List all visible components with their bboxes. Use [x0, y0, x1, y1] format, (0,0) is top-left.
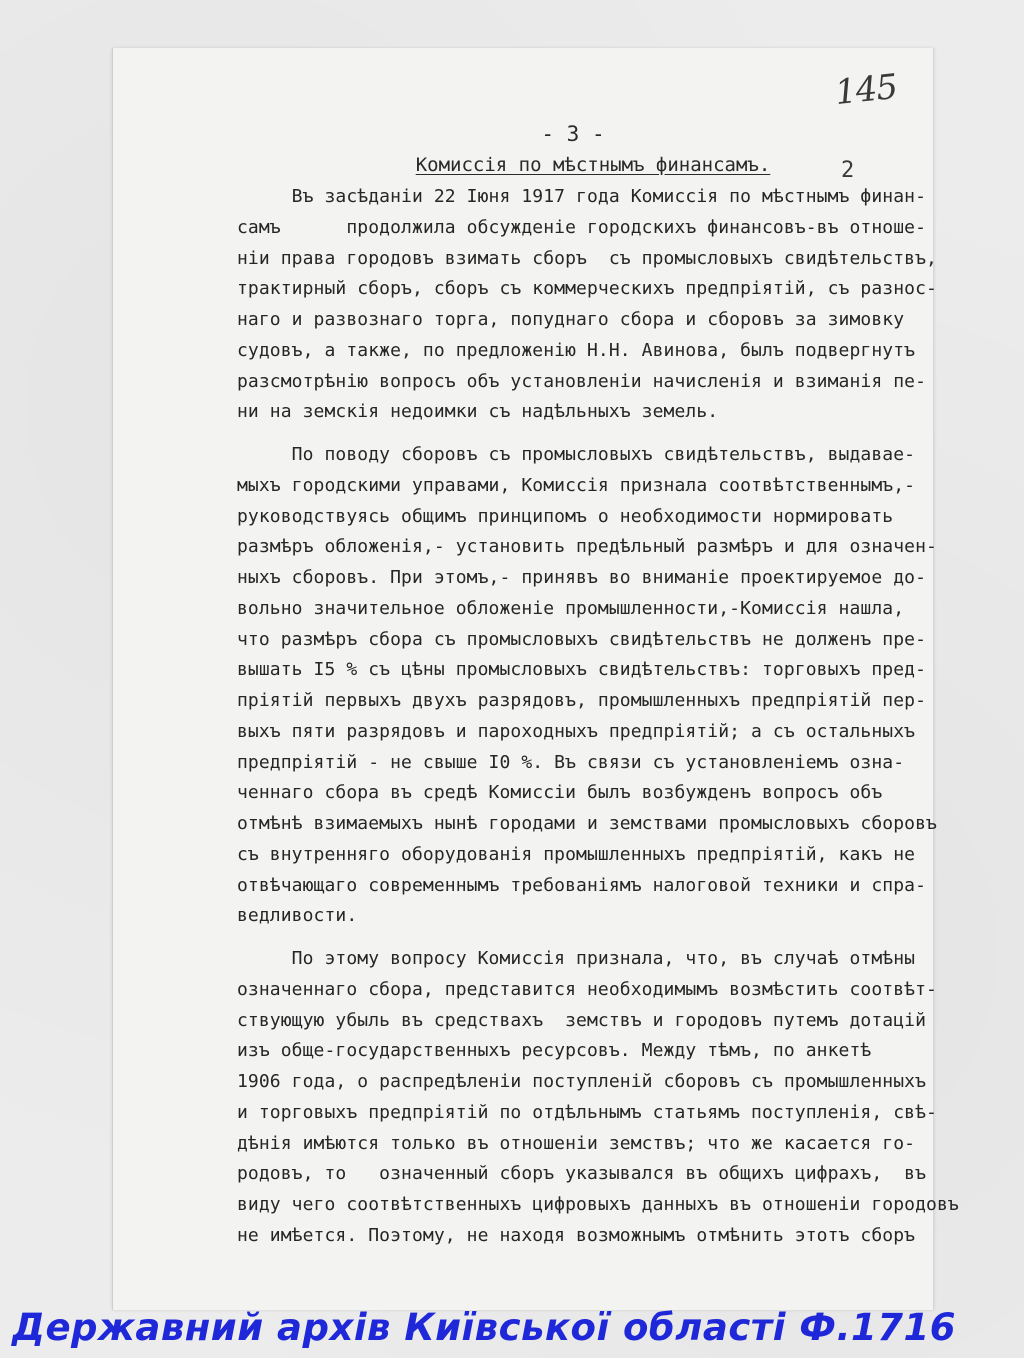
- text-line: виду чего соотвѣтственныхъ цифровыхъ данныхъ въ отношеніи городовъ: [237, 1194, 959, 1215]
- text-line: руководствуясь общимъ принципомъ о необходимости нормировать: [237, 505, 894, 527]
- heading-text: Комиссія по мѣстнымъ финансамъ.: [415, 154, 771, 176]
- paragraph-gap: [237, 428, 887, 440]
- page-number: - 3 -: [541, 122, 605, 146]
- text-line: ведливости.: [237, 905, 358, 927]
- text-line: трактирный сборъ, сборъ съ коммерческихъ предпріятій, съ разнос-: [237, 278, 937, 300]
- paragraph-1: [237, 182, 937, 428]
- document-sheet: [112, 48, 959, 1310]
- paragraph-2: [237, 440, 937, 932]
- text-line: По поводу сборовъ съ промысловыхъ свидѣтельствъ, выдавае-: [237, 444, 916, 465]
- text-line: разсмотрѣнію вопросъ объ установленіи начисленія и взиманія пе-: [237, 370, 927, 392]
- document-body: [237, 182, 959, 1252]
- text-line: предпріятій - не свыше I0 %. Въ связи съ установленіемъ озна-: [237, 751, 905, 773]
- paragraph-gap: [237, 932, 887, 944]
- text-line: выхъ пяти разрядовъ и пароходныхъ предпріятій; а съ остальныхъ: [237, 720, 916, 742]
- archive-stamp: Державний архів Київської області Ф.1716: [12, 1306, 957, 1349]
- margin-mark: 2: [841, 158, 855, 183]
- text-line: наго и развознаго торга, попуднаго сбора и сборовъ за зимовку: [237, 309, 905, 330]
- text-line: судовъ, а также, по предложенію Н.Н. Авинова, былъ подвергнутъ: [237, 339, 916, 361]
- text-line: Въ засѣданіи 22 Іюня 1917 года Комиссія по мѣстнымъ финан-: [237, 186, 927, 207]
- text-line: По этому вопросу Комиссія признала, что, въ случаѣ отмѣны: [237, 948, 916, 969]
- text-line: мыхъ городскими управами, Комиссія признала соотвѣтственнымъ,-: [237, 474, 916, 496]
- text-line: дѣнія имѣются только въ отношеніи земствъ; что же касается го-: [237, 1132, 916, 1154]
- text-line: ніи права городовъ взимать сборъ съ промысловыхъ свидѣтельствъ,: [237, 247, 937, 269]
- text-line: отмѣнѣ взимаемыхъ нынѣ городами и земствами промысловыхъ сборовъ: [237, 813, 937, 834]
- text-line: самъ продолжила обсужденіе городскихъ финансовъ-въ отноше-: [237, 216, 927, 238]
- text-line: съ внутренняго оборудованія промышленныхъ предпріятій, какъ не: [237, 843, 916, 865]
- page-heading: [113, 154, 933, 176]
- text-line: ныхъ сборовъ. При этомъ,- принявъ во вниманіе проектируемое до-: [237, 567, 927, 588]
- text-line: ни на земскія недоимки съ надѣльныхъ земель.: [237, 401, 719, 423]
- text-line: изъ обще-государственныхъ ресурсовъ. Между тѣмъ, по анкетѣ: [237, 1040, 872, 1062]
- text-line: пріятій первыхъ двухъ разрядовъ, промышленныхъ предпріятій пер-: [237, 690, 927, 711]
- text-line: ствующую убыль въ средствахъ земствъ и городовъ путемъ дотацій: [237, 1009, 927, 1031]
- paragraph-3: [237, 944, 959, 1252]
- folio-number: 145: [833, 66, 899, 114]
- text-line: 1906 года, о распредѣленіи поступленій сборовъ съ промышленныхъ: [237, 1071, 927, 1092]
- text-line: означеннаго сбора, представится необходимымъ возмѣстить соотвѣт-: [237, 978, 937, 1000]
- text-line: ченнаго сбора въ средѣ Комиссіи былъ возбужденъ вопросъ объ: [237, 782, 883, 804]
- text-line: вольно значительное обложеніе промышленности,-Комиссія нашла,: [237, 597, 905, 619]
- text-line: что размѣръ сбора съ промысловыхъ свидѣтельствъ не долженъ пре-: [237, 628, 927, 650]
- text-line: размѣръ обложенія,- установить предѣльный размѣръ и для означен-: [237, 536, 937, 558]
- text-line: и торговыхъ предпріятій по отдѣльнымъ статьямъ поступленія, свѣ-: [237, 1101, 937, 1123]
- text-line: вышать I5 % съ цѣны промысловыхъ свидѣтельствъ: торговыхъ пред-: [237, 659, 927, 681]
- text-line: родовъ, то означенный сборъ указывался въ общихъ цифрахъ, въ: [237, 1163, 927, 1185]
- text-line: не имѣется. Поэтому, не находя возможнымъ отмѣнить этотъ сборъ: [237, 1224, 916, 1246]
- text-line: отвѣчающаго современнымъ требованіямъ налоговой техники и спра-: [237, 874, 927, 896]
